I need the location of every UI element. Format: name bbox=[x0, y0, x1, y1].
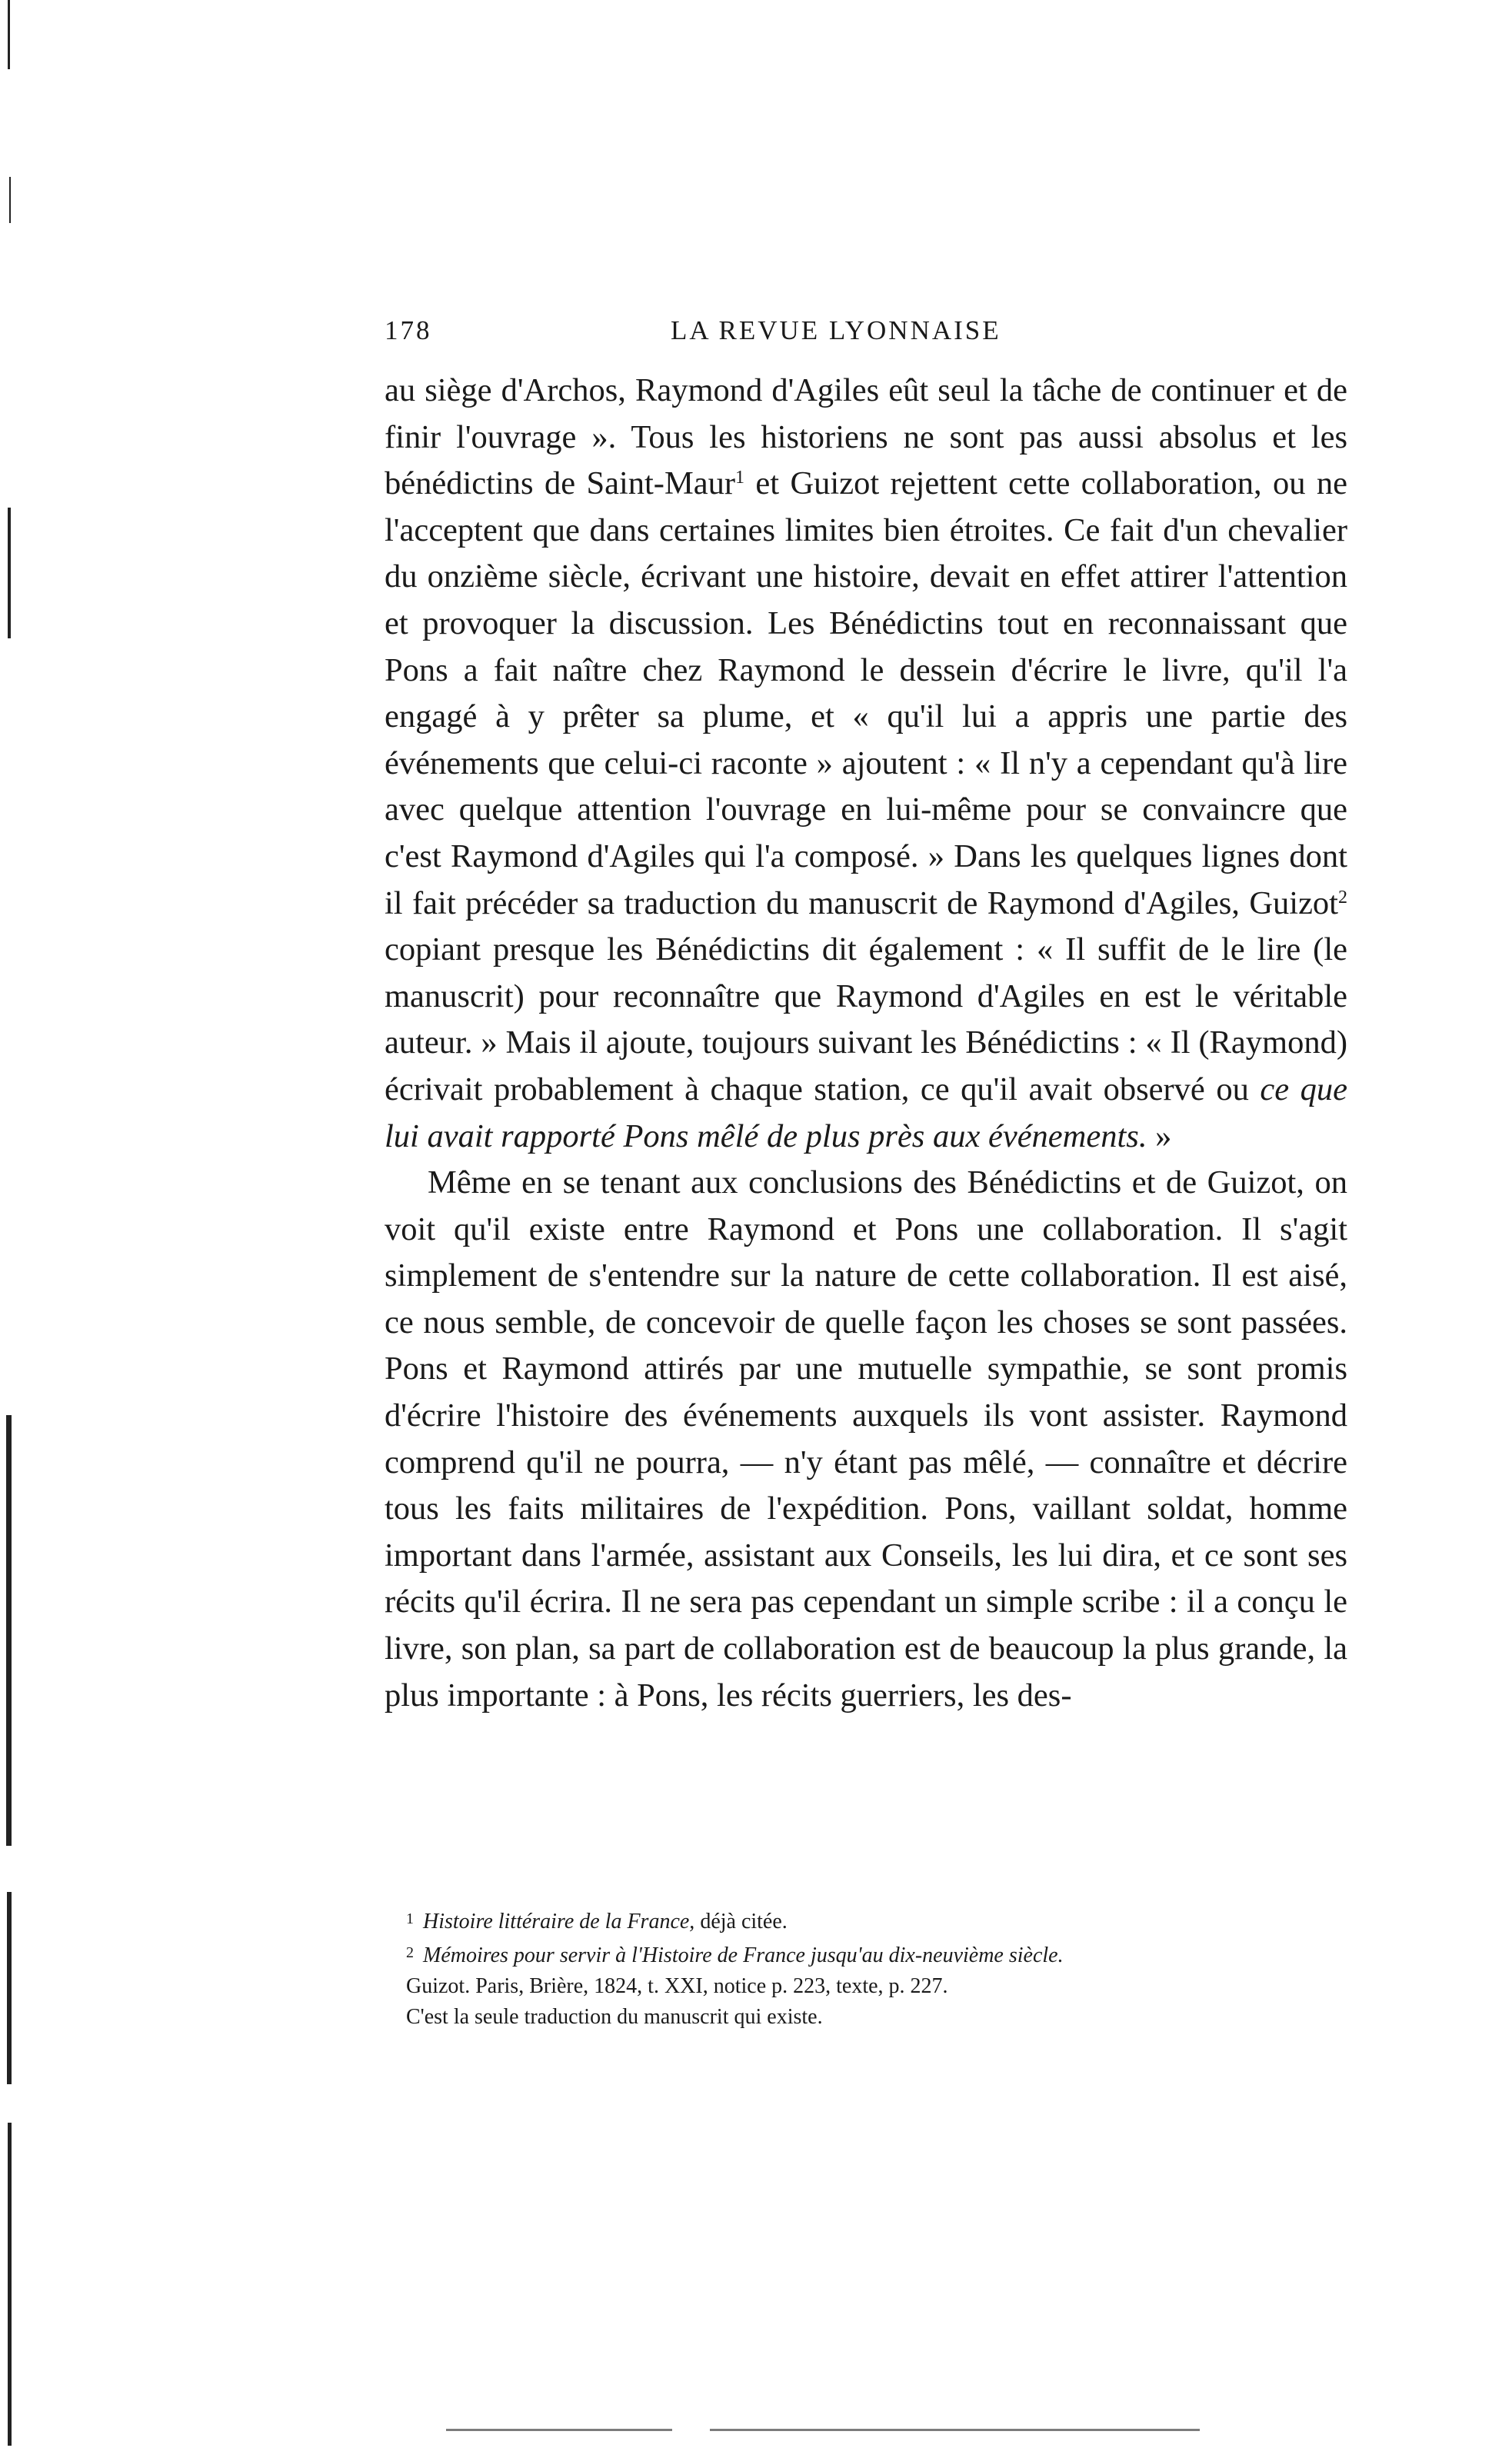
page-number: 178 bbox=[385, 315, 432, 345]
paragraph-1-part-4: » bbox=[1147, 1117, 1172, 1154]
paragraph-1-part-2: et Guizot rejettent cette collaboration, ou ne l'acceptent que dans certaines limites bien étroites. Ce fait d'un chevalier du onzième siècle, écrivant une histoire, devait en effet attirer l'attention et provoquer la discussion. Les Bénédictins tout en reconnaissant que Pons a fait naître chez Raymond le dessein d'écrire le livre, qu'il l'a engagé à y prêter sa plume, et « qu'il lui a appris une partie des événements que celui-ci raconte » ajoutent : « Il n'y a cependant qu'à lire avec quelque attention l'ouvrage en lui-même pour se convaincre que c'est Raymond d'Agiles qui l'a composé. » Dans les quelques lignes dont il fait précéder sa traduction du manuscrit de Raymond d'Agiles, Guizot bbox=[385, 465, 1347, 921]
footnote-2-line-3: C'est la seule traduction du manuscrit qui existe. bbox=[406, 2005, 823, 2029]
footnotes bbox=[406, 1903, 1360, 2033]
paragraph-1-part-3: copiant presque les Bénédictins dit également : « Il suffit de le lire (le manuscrit) pour reconnaître que Raymond d'Agiles en est le véritable auteur. » Mais il ajoute, toujours suivant les Bénédictins : « Il (Raymond) écrivait probablement à chaque station, ce qu'il avait observé ou bbox=[385, 931, 1347, 1107]
footnote-2-mark: 2 bbox=[406, 1944, 414, 1961]
footnote-1-title: Histoire littéraire de la France, bbox=[423, 1910, 695, 1933]
paragraph-1-italic: ce que lui avait rapporté Pons mêlé de plus près aux événements. bbox=[385, 1071, 1347, 1154]
footnote-2 bbox=[406, 1937, 1360, 1971]
running-title: LA REVUE LYONNAISE bbox=[671, 315, 1001, 345]
body-text bbox=[385, 368, 1347, 1719]
footer-rule bbox=[446, 2429, 1200, 2431]
footnote-2-line-2: Guizot. Paris, Brière, 1824, t. XXI, notice p. 223, texte, p. 227. bbox=[406, 1974, 948, 1998]
paragraph-1-part-1: au siège d'Archos, Raymond d'Agiles eût seul la tâche de continuer et de finir l'ouvrage ». Tous les historiens ne sont pas aussi absolus et les bénédictins de Saint-Maur bbox=[385, 372, 1347, 502]
footnote-2-title: Mémoires pour servir à l'Histoire de France jusqu'au dix-neuvième siècle. bbox=[423, 1943, 1064, 1967]
footnote-1 bbox=[406, 1903, 1360, 1937]
paragraph-2: Même en se tenant aux conclusions des Bénédictins et de Guizot, on voit qu'il existe entre Raymond et Pons une collaboration. Il s'agit simplement de s'entendre sur la nature de cette collaboration. Il est aisé, ce nous semble, de concevoir de quelle façon les choses se sont passées. Pons et Raymond attirés par une mutuelle sympathie, se sont promis d'écrire l'histoire des événements auxquels ils vont assister. Raymond comprend qu'il ne pourra, — n'y étant pas mêlé, — connaître et décrire tous les faits militaires de l'expédition. Pons, vaillant soldat, homme important dans l'armée, assistant aux Conseils, les lui dira, et ce sont ses récits qu'il écrira. Il ne sera pas cependant un simple scribe : il a conçu le livre, son plan, sa part de collaboration est de beaucoup la plus grande, la plus importante : à Pons, les récits guerriers, les des- bbox=[385, 1164, 1347, 1714]
scan-edge-artifacts bbox=[0, 0, 26, 2448]
page-header bbox=[385, 315, 1347, 354]
footnote-ref-1: 1 bbox=[735, 468, 745, 488]
footnote-1-mark: 1 bbox=[406, 1910, 414, 1927]
paragraph-1 bbox=[385, 368, 1347, 1160]
footnote-1-rest: déjà citée. bbox=[694, 1910, 788, 1933]
footnote-ref-2: 2 bbox=[1338, 887, 1347, 908]
